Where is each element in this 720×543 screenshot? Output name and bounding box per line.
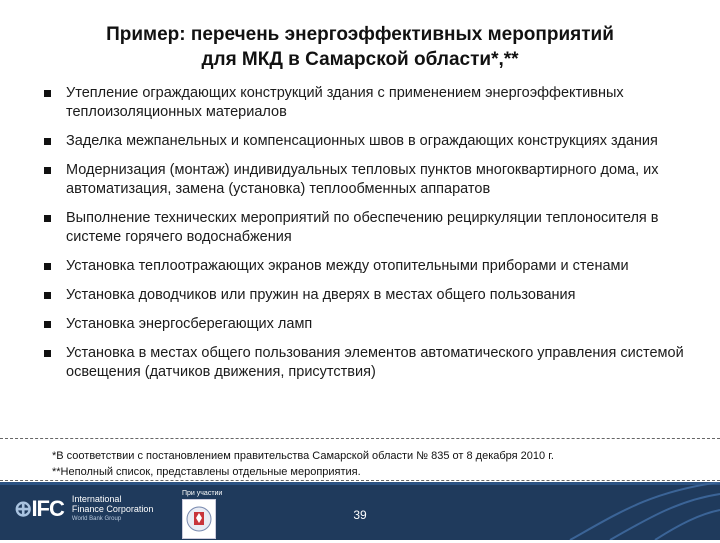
decorative-swirl-icon xyxy=(560,482,720,540)
ifc-logo-text xyxy=(72,494,154,524)
slide-title xyxy=(40,22,680,72)
participant-label: При участии xyxy=(182,490,223,497)
measure-item xyxy=(44,132,684,151)
emblem-icon xyxy=(183,500,215,538)
measure-item xyxy=(44,286,684,305)
page-number: 39 xyxy=(353,508,367,522)
measure-text: Модернизация (монтаж) индивидуальных тепловых пунктов многоквартирного дома, их автоматизация, замена (установка) теплообменных аппаратов xyxy=(66,162,659,197)
measure-item xyxy=(44,209,684,247)
samara-emblem-logo xyxy=(182,499,216,539)
footnote-1: *В соответствии с постановлением правительства Самарской области № 835 от 8 декабря 2010 г. xyxy=(52,450,554,462)
bullet-square-icon xyxy=(44,321,51,328)
footer-bar xyxy=(0,482,720,540)
measure-item xyxy=(44,315,684,334)
footnotes xyxy=(52,448,554,480)
measure-item xyxy=(44,161,684,199)
measure-item xyxy=(44,344,684,382)
measure-text: Выполнение технических мероприятий по обеспечению рециркуляции теплоносителя в системе горячего водоснабжения xyxy=(66,210,659,245)
slide-title-line-1: Пример: перечень энергоэффективных мероприятий xyxy=(106,24,614,45)
bullet-square-icon xyxy=(44,263,51,270)
measure-text: Установка в местах общего пользования элементов автоматического управления системой освещения (датчиков движения, присутствия) xyxy=(66,345,684,380)
ifc-logo-line-3: World Bank Group xyxy=(71,516,122,522)
ifc-logo-line-1: International xyxy=(71,494,122,504)
measure-text: Утепление ограждающих конструкций здания с применением энергоэффективных теплоизоляционных материалов xyxy=(66,85,624,120)
slide-title-line-2: для МКД в Самарской области*,** xyxy=(201,49,519,70)
footnote-2: **Неполный список, представлены отдельные мероприятия. xyxy=(52,466,361,478)
measure-text: Заделка межпанельных и компенсационных швов в ограждающих конструкциях здания xyxy=(66,133,658,149)
bullet-square-icon xyxy=(44,350,51,357)
measure-text: Установка теплоотражающих экранов между отопительными приборами и стенами xyxy=(66,258,629,274)
measure-item xyxy=(44,84,684,122)
bullet-square-icon xyxy=(44,138,51,145)
measures-list xyxy=(44,84,684,392)
divider-bottom xyxy=(0,480,720,481)
ifc-logo-line-2: Finance Corporation xyxy=(71,504,154,514)
bullet-square-icon xyxy=(44,215,51,222)
measure-text: Установка энергосберегающих ламп xyxy=(66,316,313,332)
measure-text: Установка доводчиков или пружин на дверях в местах общего пользования xyxy=(66,287,576,303)
divider-top xyxy=(0,438,720,439)
measure-item xyxy=(44,257,684,276)
ifc-logo xyxy=(14,494,153,524)
globe-icon: ⊕ xyxy=(14,496,32,521)
bullet-square-icon xyxy=(44,292,51,299)
ifc-logo-mark: IFC xyxy=(31,496,64,521)
bullet-square-icon xyxy=(44,90,51,97)
bullet-square-icon xyxy=(44,167,51,174)
